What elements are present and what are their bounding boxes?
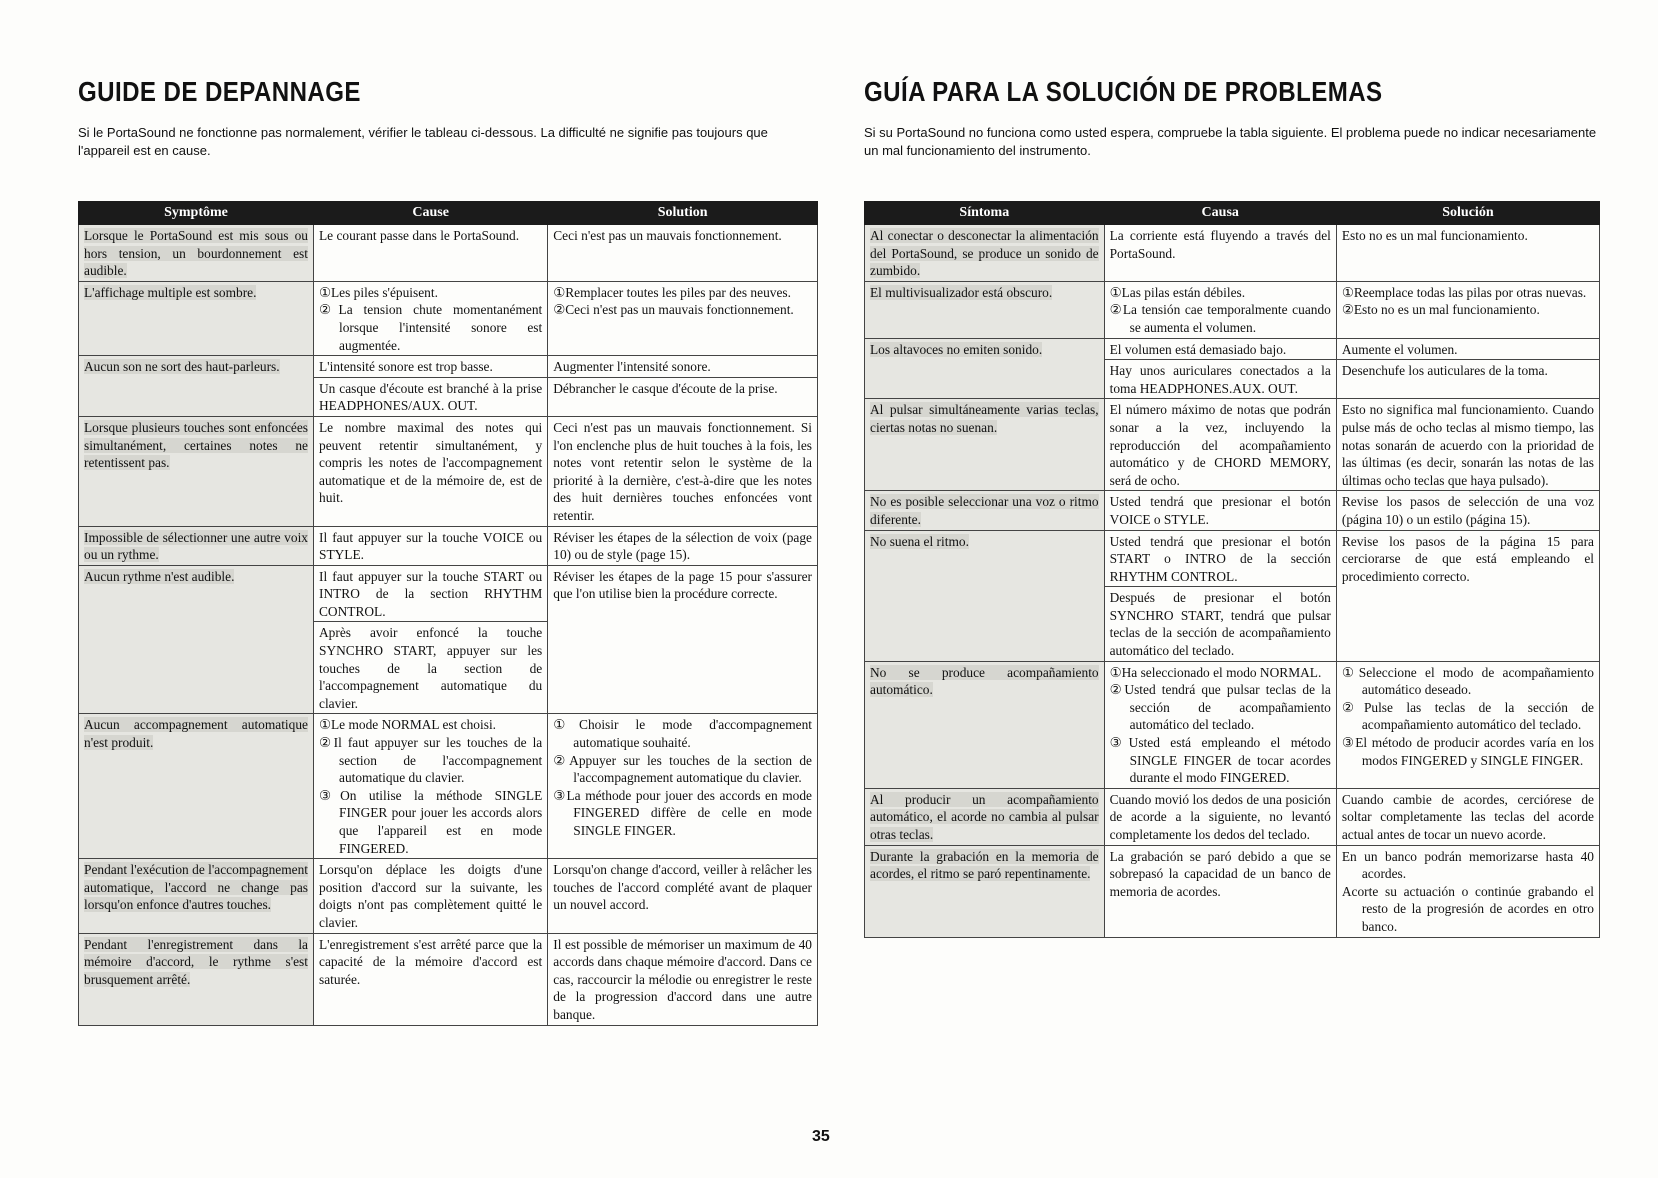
- table-header-row: [865, 202, 1600, 225]
- numbered-item: ②Ceci n'est pas un mauvais fonctionnement.: [553, 302, 794, 318]
- symptom-cell: Pendant l'enregistrement dans la mémoire d'accord, le rythme s'est brusquement arrêté.: [84, 936, 308, 987]
- symptom-cell: Durante la grabación en la memoria de acordes, el ritmo se paró repentinamente.: [870, 848, 1099, 882]
- numbered-item: ②Usted tendrá que pulsar teclas de la sección de acompañamiento automático del teclado.: [1109, 682, 1331, 733]
- header-symptom: Síntoma: [865, 202, 1105, 225]
- numbered-item: ②La tensión cae temporalmente cuando se aumenta el volumen.: [1109, 302, 1331, 335]
- solution-cell: [548, 281, 818, 355]
- cause-cell: Le nombre maximal des notes qui peuvent retentir simultanément, y compris les notes de l'accompagnement automatique et de la mémoire de, est de huit.: [314, 416, 548, 526]
- cause-cell: [1104, 661, 1336, 788]
- table-row: [79, 714, 818, 859]
- symptom-cell: Aucun accompagnement automatique n'est produit.: [84, 717, 308, 751]
- numbered-item: Acorte su actuación o continúe grabando el resto de la progresión de acordes en otro banco.: [1341, 883, 1594, 934]
- header-cause: Causa: [1104, 202, 1336, 225]
- symptom-cell: L'affichage multiple est sombre.: [84, 284, 257, 300]
- symptom-cell: No se produce acompañamiento automático.: [870, 664, 1099, 698]
- cause-cell: Il faut appuyer sur la touche VOICE ou STYLE.: [314, 526, 548, 565]
- symptom-cell: Al conectar o desconectar la alimentación del PortaSound, se produce un sonido de zumbido.: [870, 228, 1099, 279]
- numbered-item: En un banco podrán memorizarse hasta 40 acordes.: [1341, 848, 1594, 882]
- solution-cell: Débrancher le casque d'écoute de la prise.: [548, 377, 818, 416]
- cause-cell: [314, 281, 548, 355]
- numbered-item: ①Las pilas están débiles.: [1109, 284, 1246, 300]
- cause-cell: La corriente está fluyendo a través del PortaSound.: [1104, 225, 1336, 282]
- solution-cell: [548, 714, 818, 859]
- numbered-item: ①Les piles s'épuisent.: [319, 284, 438, 300]
- solution-cell: Ceci n'est pas un mauvais fonctionnement.: [548, 225, 818, 282]
- table-row: [865, 281, 1600, 338]
- solution-cell: Lorsqu'on change d'accord, veiller à relâcher les touches de l'accord complété avant de plaquer un nouvel accord.: [548, 859, 818, 933]
- table-row: [865, 788, 1600, 845]
- symptom-cell: Lorsque plusieurs touches sont enfoncées simultanément, certaines notes ne retentissent pas.: [84, 419, 308, 471]
- numbered-item: ①Reemplace todas las pilas por otras nuevas.: [1341, 284, 1587, 300]
- header-cause: Cause: [314, 202, 548, 225]
- cause-cell: Il faut appuyer sur la touche START ou INTRO de la section RHYTHM CONTROL.: [314, 565, 548, 622]
- spanish-troubleshooting-table: [864, 201, 1600, 938]
- cause-cell: L'enregistrement s'est arrêté parce que la capacité de la mémoire d'accord est saturée.: [314, 933, 548, 1025]
- numbered-item: ①Le mode NORMAL est choisi.: [319, 717, 497, 733]
- page-number: 35: [812, 1128, 830, 1145]
- table-row: [79, 281, 818, 355]
- solution-cell: Réviser les étapes de la sélection de voix (page 10) ou de style (page 15).: [548, 526, 818, 565]
- table-row: [79, 859, 818, 933]
- french-title: GUIDE DE DEPANNAGE: [78, 76, 361, 107]
- header-solution: Solución: [1336, 202, 1599, 225]
- spanish-intro: Si su PortaSound no funciona como usted espera, compruebe la tabla siguiente. El problema puede no indicar necesariamente un mal funcionamiento del instrumento.: [864, 125, 1597, 158]
- symptom-cell: No suena el ritmo.: [870, 533, 969, 549]
- cause-cell: Lorsqu'on déplace les doigts d'une position d'accord sur la suivante, les doigts n'ont pas complètement quitté le clavier.: [314, 859, 548, 933]
- solution-cell: [1336, 661, 1599, 788]
- symptom-cell: Aucun rythme n'est audible.: [84, 568, 235, 584]
- numbered-item: ①Ha seleccionado el modo NORMAL.: [1109, 664, 1322, 680]
- cause-cell: Un casque d'écoute est branché à la prise HEADPHONES/AUX. OUT.: [314, 377, 548, 416]
- symptom-cell: Lorsque le PortaSound est mis sous ou hors tension, un bourdonnement est audible.: [84, 228, 308, 279]
- solution-cell: Augmenter l'intensité sonore.: [548, 356, 818, 378]
- table-row: [865, 661, 1600, 788]
- french-troubleshooting-table: [78, 201, 818, 1026]
- cause-cell: Cuando movió los dedos de una posición de acorde a la siguiente, no levantó completamente los dedos del teclado.: [1104, 788, 1336, 845]
- symptom-cell: Al producir un acompañamiento automático, el acorde no cambia al pulsar otras teclas.: [870, 791, 1099, 842]
- symptom-cell: Al pulsar simultáneamente varias teclas, ciertas notas no suenan.: [870, 402, 1099, 435]
- table-row: [865, 845, 1600, 937]
- table-row: [79, 565, 818, 622]
- solution-cell: Desenchufe los auticulares de la toma.: [1336, 360, 1599, 399]
- numbered-item: ③El método de producir acordes varía en los modos FINGERED y SINGLE FINGER.: [1341, 735, 1594, 768]
- cause-cell: Usted tendrá que presionar el botón VOICE o STYLE.: [1104, 491, 1336, 530]
- table-row: [865, 530, 1600, 587]
- cause-cell: El volumen está demasiado bajo.: [1104, 338, 1336, 360]
- numbered-item: ①Seleccione el modo de acompañamiento automático deseado.: [1341, 664, 1594, 698]
- table-row: [79, 416, 818, 526]
- numbered-item: ①Choisir le mode d'accompagnement automatique souhaité.: [553, 717, 812, 751]
- solution-cell: [1336, 845, 1599, 937]
- table-row: [865, 491, 1600, 530]
- numbered-item: ②Il faut appuyer sur les touches de la section de l'accompagnement automatique du clavier.: [319, 735, 543, 786]
- solution-cell: Aumente el volumen.: [1336, 338, 1599, 360]
- table-row: [79, 933, 818, 1025]
- numbered-item: ③On utilise la méthode SINGLE FINGER pour jouer les accords alors que l'appareil est en mode FINGERED.: [319, 787, 543, 856]
- solution-cell: Cuando cambie de acordes, cerciórese de soltar completamente las teclas del acorde actual antes de tocar un nuevo acorde.: [1336, 788, 1599, 845]
- header-solution: Solution: [548, 202, 818, 225]
- cause-cell: Hay unos auriculares conectados a la toma HEADPHONES.AUX. OUT.: [1104, 360, 1336, 399]
- table-row: [79, 225, 818, 282]
- solution-cell: Esto no es un mal funcionamiento.: [1336, 225, 1599, 282]
- french-intro: Si le PortaSound ne fonctionne pas normalement, vérifier le tableau ci-dessous. La difficulté ne signifie pas toujours que l'appareil est en cause.: [78, 125, 768, 158]
- solution-cell: Revise los pasos de selección de una voz (página 10) o un estilo (página 15).: [1336, 491, 1599, 530]
- cause-cell: L'intensité sonore est trop basse.: [314, 356, 548, 378]
- numbered-item: ②La tension chute momentanément lorsque l'intensité sonore est augmentée.: [319, 302, 543, 353]
- cause-cell: Après avoir enfoncé la touche SYNCHRO START, appuyer sur les touches de la section de l'accompagnement automatique du clavier.: [314, 622, 548, 714]
- symptom-cell: El multivisualizador está obscuro.: [870, 284, 1053, 300]
- solution-cell: [1336, 281, 1599, 338]
- header-symptom: Symptôme: [79, 202, 314, 225]
- table-row: [79, 356, 818, 378]
- table-row: [865, 338, 1600, 360]
- symptom-cell: Pendant l'exécution de l'accompagnement automatique, l'accord ne change pas lorsqu'on enfonce d'autres touches.: [84, 862, 308, 913]
- solution-cell: Réviser les étapes de la page 15 pour s'assurer que l'on utilise bien la procédure correcte.: [548, 565, 818, 714]
- cause-cell: El número máximo de notas que podrán sonar a la vez, incluyendo la reproducción del acompañamiento automático y de CHORD MEMORY, será de ocho.: [1104, 399, 1336, 491]
- cause-cell: [1104, 281, 1336, 338]
- table-header-row: [79, 202, 818, 225]
- numbered-item: ②Pulse las teclas de la sección de acompañamiento automático del teclado.: [1341, 699, 1594, 733]
- cause-cell: [314, 714, 548, 859]
- numbered-item: ③Usted está empleando el método SINGLE FINGER de tocar acordes durante el modo FINGERED.: [1109, 735, 1331, 786]
- numbered-item: ②Appuyer sur les touches de la section de l'accompagnement automatique du clavier.: [553, 752, 812, 786]
- symptom-cell: Impossible de sélectionner une autre voix ou un rythme.: [84, 529, 308, 563]
- numbered-item: ②Esto no es un mal funcionamiento.: [1341, 302, 1540, 318]
- cause-cell: Después de presionar el botón SYNCHRO START, tendrá que pulsar teclas de la sección de acompañamiento automático del teclado.: [1104, 587, 1336, 661]
- numbered-item: ③La méthode pour jouer des accords en mode FINGERED diffère de celle en mode SINGLE FINGER.: [553, 787, 812, 838]
- table-row: [865, 225, 1600, 282]
- symptom-cell: No es posible seleccionar una voz o ritmo diferente.: [870, 494, 1099, 527]
- solution-cell: Ceci n'est pas un mauvais fonctionnement. Si l'on enclenche plus de huit touches à la fois, les notes vont retentir selon le système de la priorité à la dernière, c'est-à-dire que les notes des huit dernières touches enfoncées vont retentir.: [548, 416, 818, 526]
- solution-cell: Il est possible de mémoriser un maximum de 40 accords dans chaque mémoire d'accord. Dans ce cas, raccourcir la mélodie ou enregistrer le reste de la progression d'accord dans une autre banque.: [548, 933, 818, 1025]
- solution-cell: Revise los pasos de la página 15 para cerciorarse de que está empleando el procedimiento correcto.: [1336, 530, 1599, 661]
- numbered-item: ①Remplacer toutes les piles par des neuves.: [553, 284, 791, 300]
- table-row: [865, 399, 1600, 491]
- table-row: [79, 526, 818, 565]
- symptom-cell: Los altavoces no emiten sonido.: [870, 341, 1043, 357]
- cause-cell: Usted tendrá que presionar el botón START o INTRO de la sección RHYTHM CONTROL.: [1104, 530, 1336, 587]
- solution-cell: Esto no significa mal funcionamiento. Cuando pulse más de ocho teclas al mismo tiempo, las notas sonarán de acuerdo con la prioridad de las últimas (es decir, sonarán las notas de las últimas ocho teclas que haya pulsado).: [1336, 399, 1599, 491]
- cause-cell: La grabación se paró debido a que se sobrepasó la capacidad de un banco de memoria de acordes.: [1104, 845, 1336, 937]
- symptom-cell: Aucun son ne sort des haut-parleurs.: [84, 359, 280, 375]
- spanish-title: GUÍA PARA LA SOLUCIÓN DE PROBLEMAS: [864, 76, 1383, 107]
- cause-cell: Le courant passe dans le PortaSound.: [314, 225, 548, 282]
